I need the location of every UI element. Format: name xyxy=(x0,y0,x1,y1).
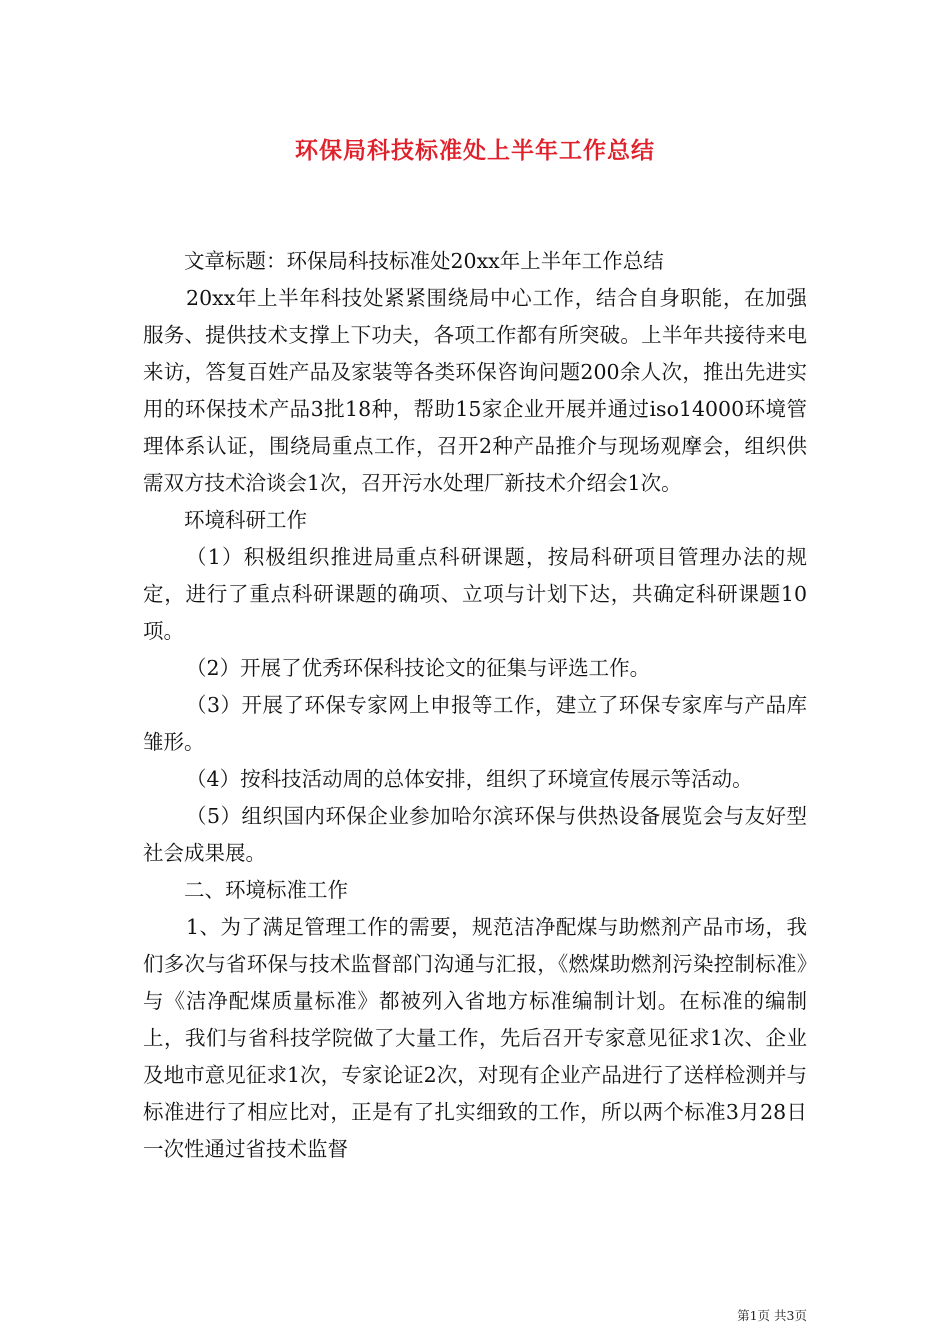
paragraph-research-4: （4）按科技活动周的总体安排，组织了环境宣传展示等活动。 xyxy=(186,767,753,791)
section-heading-standards: 二、环境标准工作 xyxy=(184,878,348,902)
paragraph-standards-1: 1、为了满足管理工作的需要，规范洁净配煤与助燃剂产品市场，我们多次与省环保与技术监督部门沟通与汇报，《燃煤助燃剂污染控制标准》与《洁净配煤质量标准》都被列入省地方标准编制计划。在标准的编制上，我们与省科技学院做了大量工作，先后召开专家意见征求1次、企业及地市意见征求1次，专家论证2次，对现有企业产品进行了送样检测并与标准进行了相应比对，正是有了扎实细致的工作，所以两个标准3月28日一次性通过省技术监督 xyxy=(143,915,807,1161)
paragraph-research-5: （5）组织国内环保企业参加哈尔滨环保与供热设备展览会与友好型社会成果展。 xyxy=(143,804,807,865)
document-body xyxy=(143,243,807,1168)
page-number: 第1页 共3页 xyxy=(737,1308,807,1323)
section-heading-research: 环境科研工作 xyxy=(184,508,307,532)
paragraph-research-2: （2）开展了优秀环保科技论文的征集与评选工作。 xyxy=(186,656,651,680)
document-title: 环保局科技标准处上半年工作总结 xyxy=(295,137,655,164)
paragraph-article-title: 文章标题：环保局科技标准处20xx年上半年工作总结 xyxy=(184,249,664,273)
paragraph-research-1: （1）积极组织推进局重点科研课题，按局科研项目管理办法的规定，进行了重点科研课题的确项、立项与计划下达，共确定科研课题10项。 xyxy=(143,545,807,643)
paragraph-research-3: （3）开展了环保专家网上申报等工作，建立了环保专家库与产品库雏形。 xyxy=(143,693,807,754)
paragraph-summary: 20xx年上半年科技处紧紧围绕局中心工作，结合自身职能，在加强服务、提供技术支撑上下功夫，各项工作都有所突破。上半年共接待来电来访，答复百姓产品及家装等各类环保咨询问题200余人次，推出先进实用的环保技术产品3批18种，帮助15家企业开展并通过iso14000环境管理体系认证，围绕局重点工作，召开2种产品推介与现场观摩会，组织供需双方技术洽谈会1次，召开污水处理厂新技术介绍会1次。 xyxy=(143,286,807,495)
